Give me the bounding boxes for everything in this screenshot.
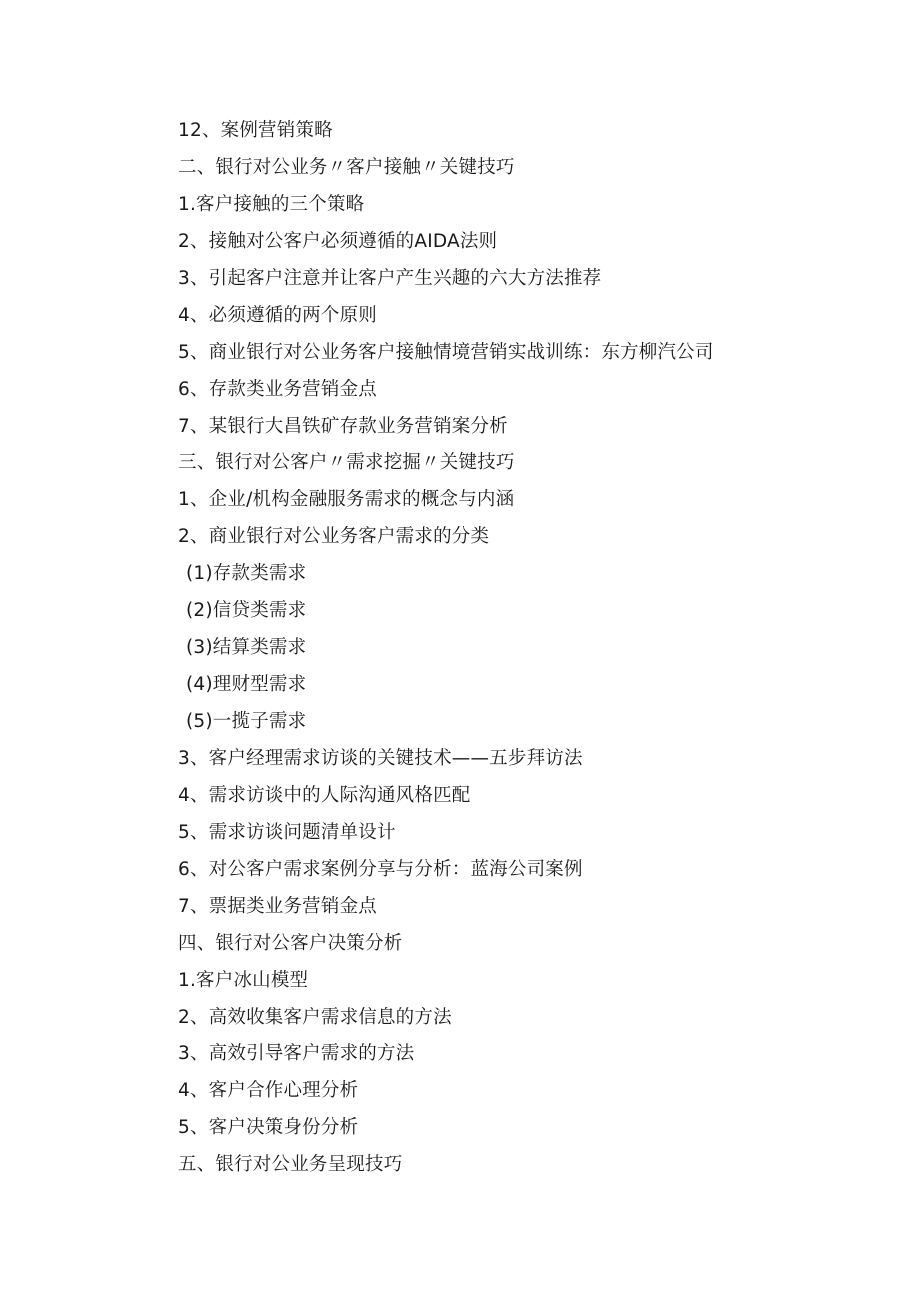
sub-list-item: (1)存款类需求 [186,563,307,585]
list-item: 2、商业银行对公业务客户需求的分类 [178,526,490,548]
list-item: 7、某银行大昌铁矿存款业务营销案分析 [178,415,508,437]
list-item: 4、必须遵循的两个原则 [178,304,377,326]
sub-list-item: (4)理财型需求 [186,674,307,696]
section-heading: 四、银行对公客户决策分析 [178,932,403,954]
section-heading: 三、银行对公客户〃需求挖掘〃关键技巧 [178,452,515,474]
list-item: 12、案例营销策略 [178,120,333,141]
list-item: 3、高效引导客户需求的方法 [178,1043,415,1065]
list-item: 6、存款类业务营销金点 [178,378,377,400]
list-item: 3、客户经理需求访谈的关键技术——五步拜访法 [178,747,583,769]
sub-list-item: (2)信贷类需求 [186,600,307,622]
list-item: 4、客户合作心理分析 [178,1080,359,1102]
list-item: 5、商业银行对公业务客户接触情境营销实战训练：东方柳汽公司 [178,341,714,363]
list-item: 5、需求访谈问题清单设计 [178,821,396,843]
document-body [178,113,878,1184]
sub-list-item: (5)一揽子需求 [186,711,307,732]
list-item: 2、接触对公客户必须遵循的AIDA法则 [178,230,498,252]
list-item: 6、对公客户需求案例分享与分析：蓝海公司案例 [178,858,583,880]
list-item: 2、高效收集客户需求信息的方法 [178,1006,452,1028]
list-item: 7、票据类业务营销金点 [178,895,377,917]
list-item: 1.客户接触的三个策略 [178,193,365,215]
list-item: 1.客户冰山模型 [178,969,309,991]
list-item: 1、企业/机构金融服务需求的概念与内涵 [178,489,515,511]
list-item: 4、需求访谈中的人际沟通风格匹配 [178,784,471,806]
list-item: 3、引起客户注意并让客户产生兴趣的六大方法推荐 [178,267,602,289]
section-heading: 二、银行对公业务〃客户接触〃关键技巧 [178,156,515,178]
list-item: 5、客户决策身份分析 [178,1117,359,1139]
sub-list-item: (3)结算类需求 [186,637,307,659]
section-heading: 五、银行对公业务呈现技巧 [178,1154,403,1176]
